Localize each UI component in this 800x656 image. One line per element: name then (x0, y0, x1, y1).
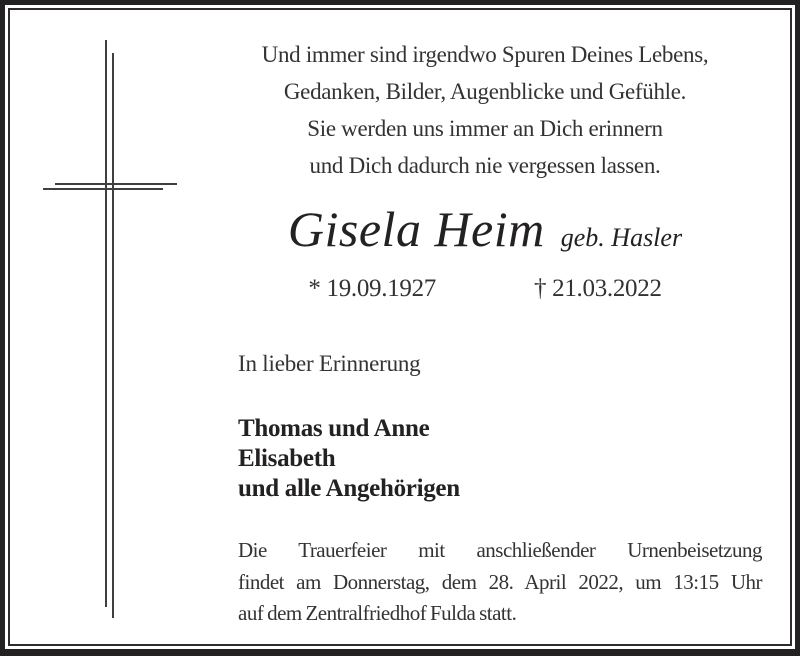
funeral-line: Die Trauerfeier mit anschließender Urnenbeisetzung (238, 538, 762, 562)
death-date: † 21.03.2022 (534, 275, 662, 302)
deceased-name: Gisela Heim (287, 201, 545, 257)
mourner-line: und alle Angehörigen (238, 475, 460, 502)
maiden-name: geb. Hasler (560, 223, 683, 252)
memorial-line: In lieber Erinnerung (238, 351, 421, 376)
cross-horizontal-line-upper (55, 183, 177, 185)
funeral-line: auf dem Zentralfriedhof Fulda statt. (238, 601, 517, 625)
mourner-line: Elisabeth (238, 445, 336, 472)
funeral-announcement (238, 535, 762, 630)
life-dates-row (195, 275, 775, 303)
mourners-list (238, 414, 460, 504)
poem-line: Und immer sind irgendwo Spuren Deines Lebens, (261, 42, 709, 67)
cross-horizontal-line-lower (43, 188, 163, 190)
memorial-poem (195, 36, 775, 184)
deceased-name-row (195, 200, 775, 258)
mourner-line: Thomas und Anne (238, 415, 430, 442)
poem-line: und Dich dadurch nie vergessen lassen. (309, 153, 661, 178)
funeral-line: findet am Donnerstag, dem 28. April 2022, um 13:15 Uhr (238, 569, 762, 594)
poem-line: Gedanken, Bilder, Augenblicke und Gefühle. (283, 79, 687, 104)
poem-line: Sie werden uns immer an Dich erinnern (307, 116, 663, 141)
cross-vertical-line-left (105, 40, 107, 607)
birth-date: * 19.09.1927 (308, 275, 436, 302)
cross-vertical-line-right (112, 53, 114, 618)
